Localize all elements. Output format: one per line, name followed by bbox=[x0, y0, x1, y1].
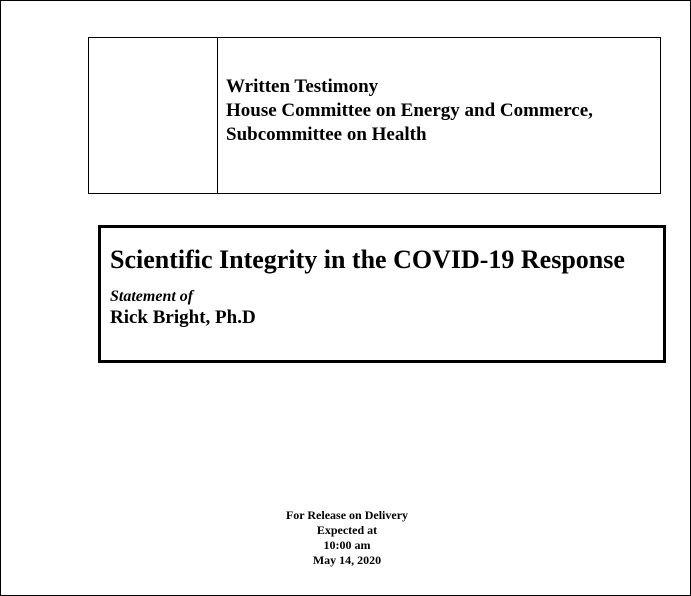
title-box bbox=[98, 225, 666, 363]
release-line: For Release on Delivery bbox=[285, 508, 409, 522]
release-info bbox=[247, 508, 447, 568]
release-line: Expected at bbox=[316, 523, 378, 537]
release-time: 10:00 am bbox=[323, 538, 371, 552]
header-text-cell bbox=[218, 38, 660, 193]
author-name: Rick Bright, Ph.D bbox=[110, 307, 256, 328]
document-title: Scientific Integrity in the COVID-19 Response bbox=[110, 245, 625, 274]
header-blank-cell bbox=[89, 38, 218, 193]
statement-of-label: Statement of bbox=[110, 288, 194, 305]
header-table bbox=[88, 37, 661, 194]
release-date: May 14, 2020 bbox=[312, 553, 382, 567]
testimony-type: Written Testimony bbox=[226, 76, 379, 97]
committee-name: House Committee on Energy and Commerce, bbox=[226, 100, 593, 121]
subcommittee-name: Subcommittee on Health bbox=[226, 124, 427, 145]
